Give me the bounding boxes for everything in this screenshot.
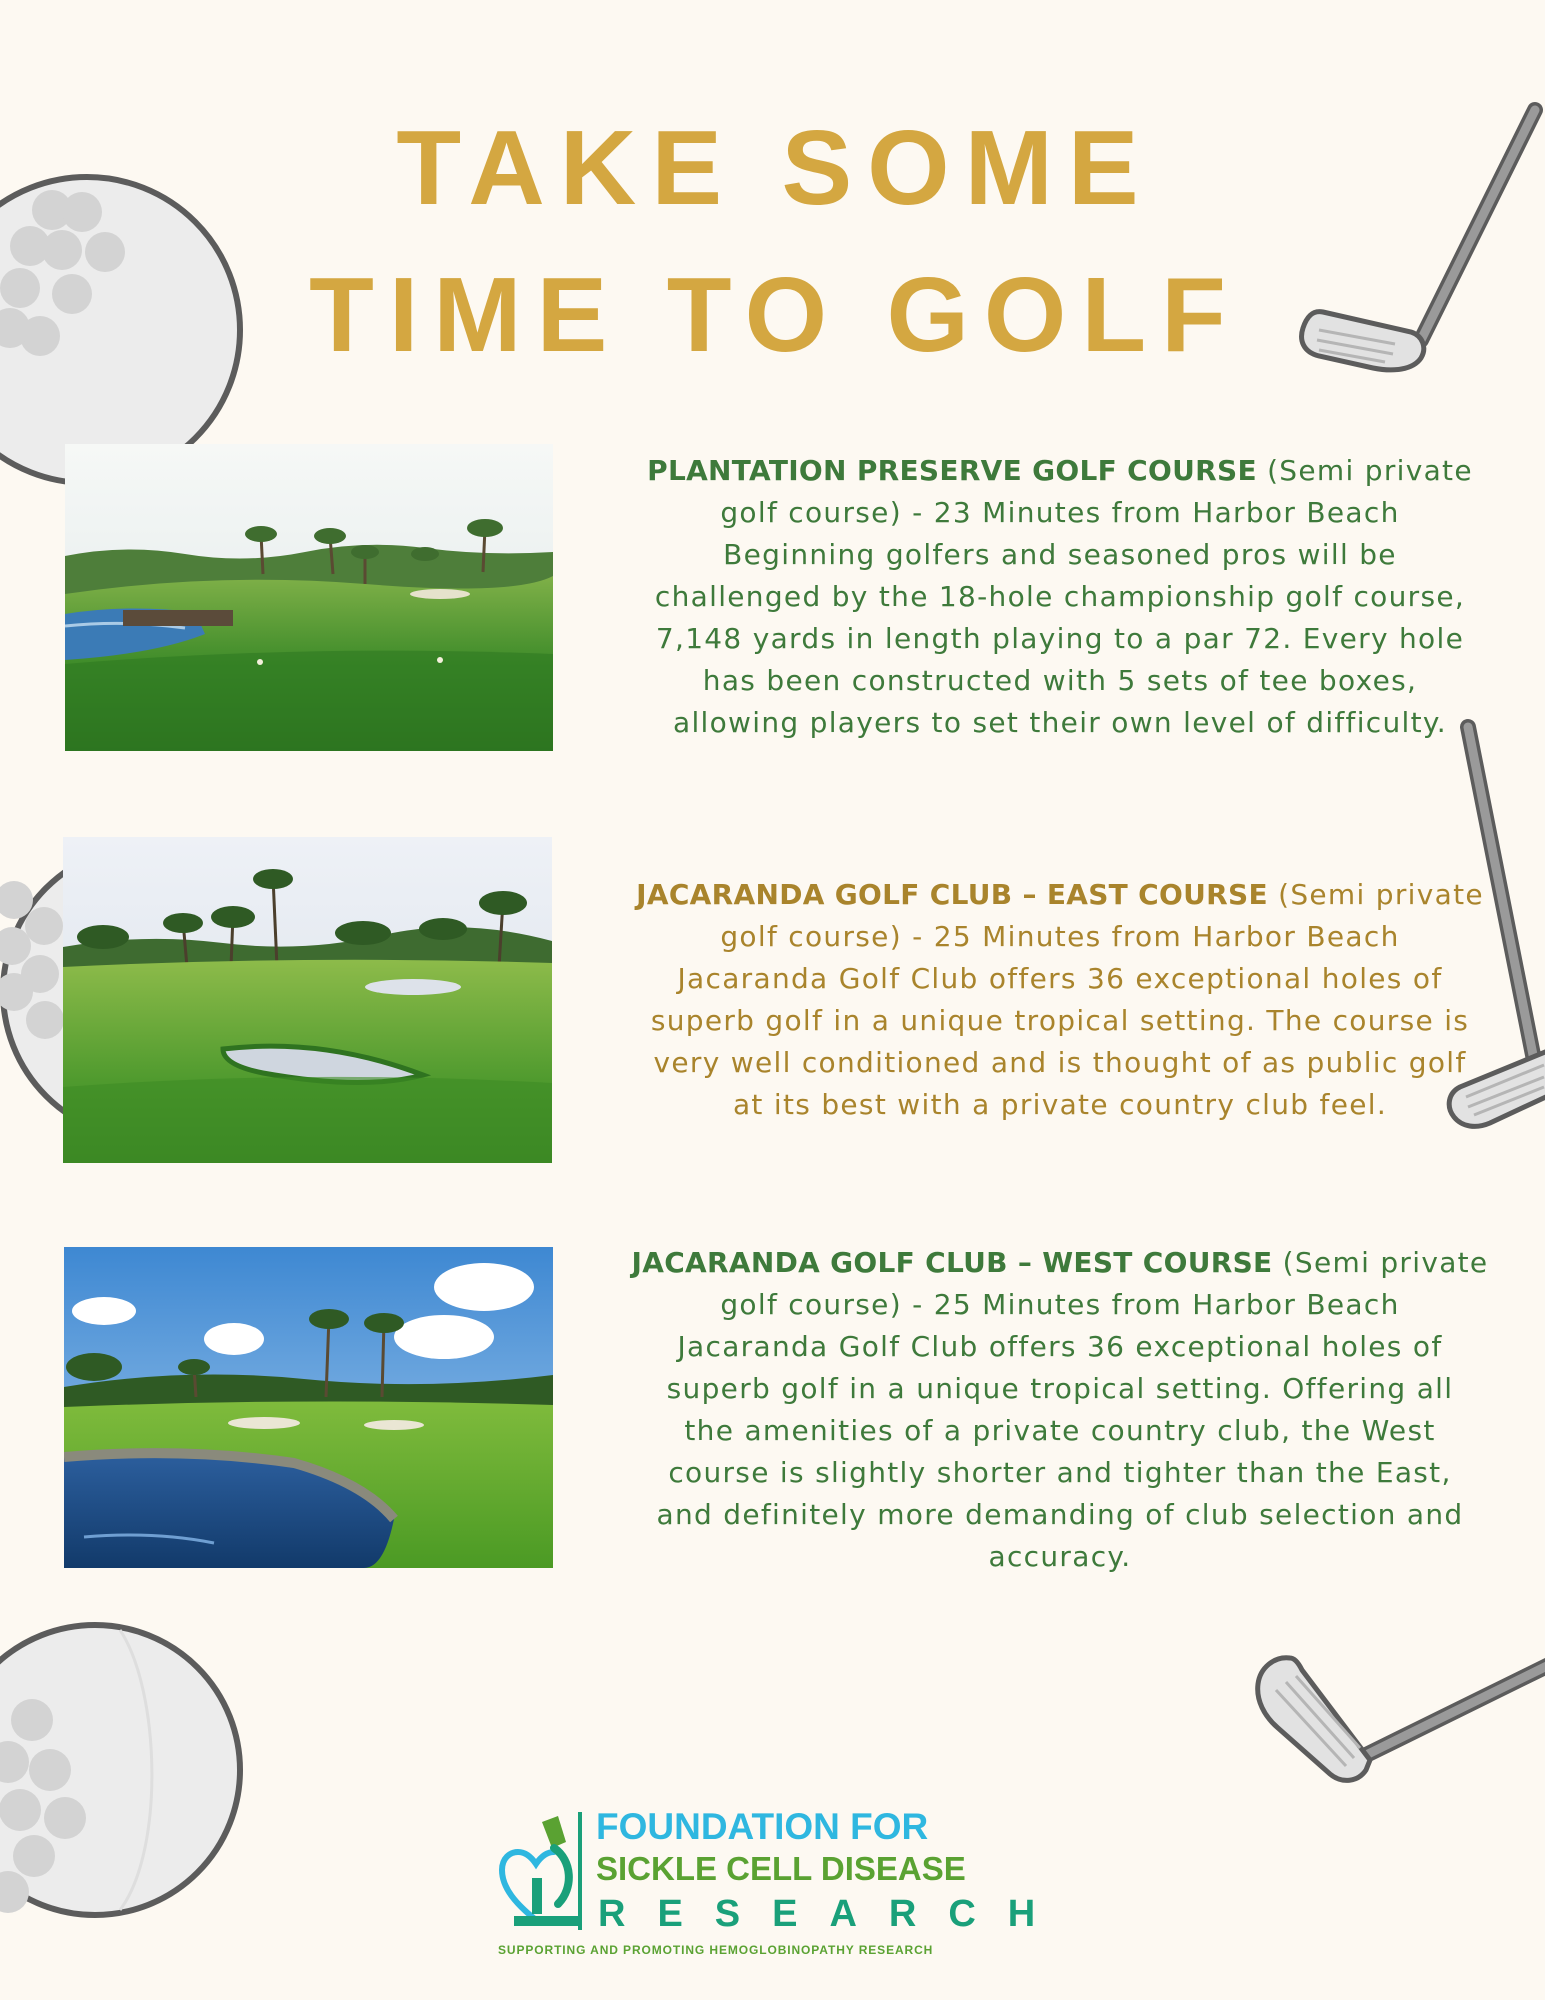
course-distance: golf course) - 25 Minutes from Harbor Beach: [720, 1288, 1400, 1321]
course-body-line: 7,148 yards in length playing to a par 72. Every hole: [655, 622, 1465, 655]
course-heading-line: [610, 450, 1510, 492]
page-title-line-1: TAKE SOME: [396, 109, 1154, 227]
logo-line-foundation: FOUNDATION FOR: [596, 1806, 929, 1847]
page-title-line-2: TIME TO GOLF: [309, 256, 1241, 374]
course-body-line: at its best with a private country club feel.: [732, 1088, 1388, 1121]
course-body-line: superb golf in a unique tropical setting. The course is: [650, 1004, 1470, 1037]
course-body-line: course is slightly shorter and tighter than the East,: [668, 1456, 1452, 1489]
course-body-line: allowing players to set their own level of difficulty.: [673, 706, 1447, 739]
course-name: JACARANDA GOLF CLUB – WEST COURSE: [631, 1246, 1273, 1279]
course-distance: golf course) - 23 Minutes from Harbor Beach: [720, 496, 1400, 529]
course-distance: golf course) - 25 Minutes from Harbor Beach: [720, 920, 1400, 953]
course-jacaranda-west: [610, 1242, 1510, 1578]
course-body-line: Beginning golfers and seasoned pros will be: [723, 538, 1397, 571]
course-plantation-preserve: [610, 450, 1510, 744]
course-heading-line: [610, 1242, 1510, 1284]
course-jacaranda-east: [610, 874, 1510, 1126]
microscope-heart-logo-icon: [496, 1808, 586, 1936]
course-type: (Semi private: [1256, 454, 1473, 487]
logo-tagline: SUPPORTING AND PROMOTING HEMOGLOBINOPATHY RESEARCH: [498, 1943, 934, 1957]
course-body-line: challenged by the 18-hole championship golf course,: [654, 580, 1466, 613]
course-type: (Semi private: [1272, 1246, 1489, 1279]
course-type: (Semi private: [1267, 878, 1484, 911]
course-body-line: Jacaranda Golf Club offers 36 exceptional holes of: [677, 962, 1443, 995]
course-body-line: accuracy.: [988, 1540, 1132, 1573]
course-body-line: and definitely more demanding of club selection and: [656, 1498, 1464, 1531]
course-body-line: superb golf in a unique tropical setting. Offering all: [666, 1372, 1454, 1405]
jacaranda-east-course-photo: [63, 837, 552, 1163]
course-body-line: Jacaranda Golf Club offers 36 exceptional holes of: [677, 1330, 1443, 1363]
golf-ball-top-left-icon: [0, 170, 250, 490]
golf-ball-bottom-left-icon: [0, 1610, 250, 1960]
plantation-preserve-course-photo: [65, 444, 553, 751]
course-body-line: has been constructed with 5 sets of tee boxes,: [702, 664, 1418, 697]
golf-club-bottom-right-icon: [1250, 1650, 1545, 1795]
foundation-logo: [496, 1806, 1068, 1958]
course-name: JACARANDA GOLF CLUB – EAST COURSE: [636, 878, 1268, 911]
jacaranda-west-course-photo: [64, 1247, 553, 1568]
golf-club-top-right-icon: [1295, 100, 1545, 380]
course-heading-line: [610, 874, 1510, 916]
course-body-line: the amenities of a private country club, the West: [684, 1414, 1436, 1447]
golf-ball-middle-left-icon: [0, 842, 70, 1142]
course-name: PLANTATION PRESERVE GOLF COURSE: [647, 454, 1257, 487]
logo-line-sickle-cell: SICKLE CELL DISEASE: [596, 1850, 966, 1887]
logo-line-research: RESEARCH: [598, 1893, 1068, 1935]
course-body-line: very well conditioned and is thought of as public golf: [653, 1046, 1467, 1079]
